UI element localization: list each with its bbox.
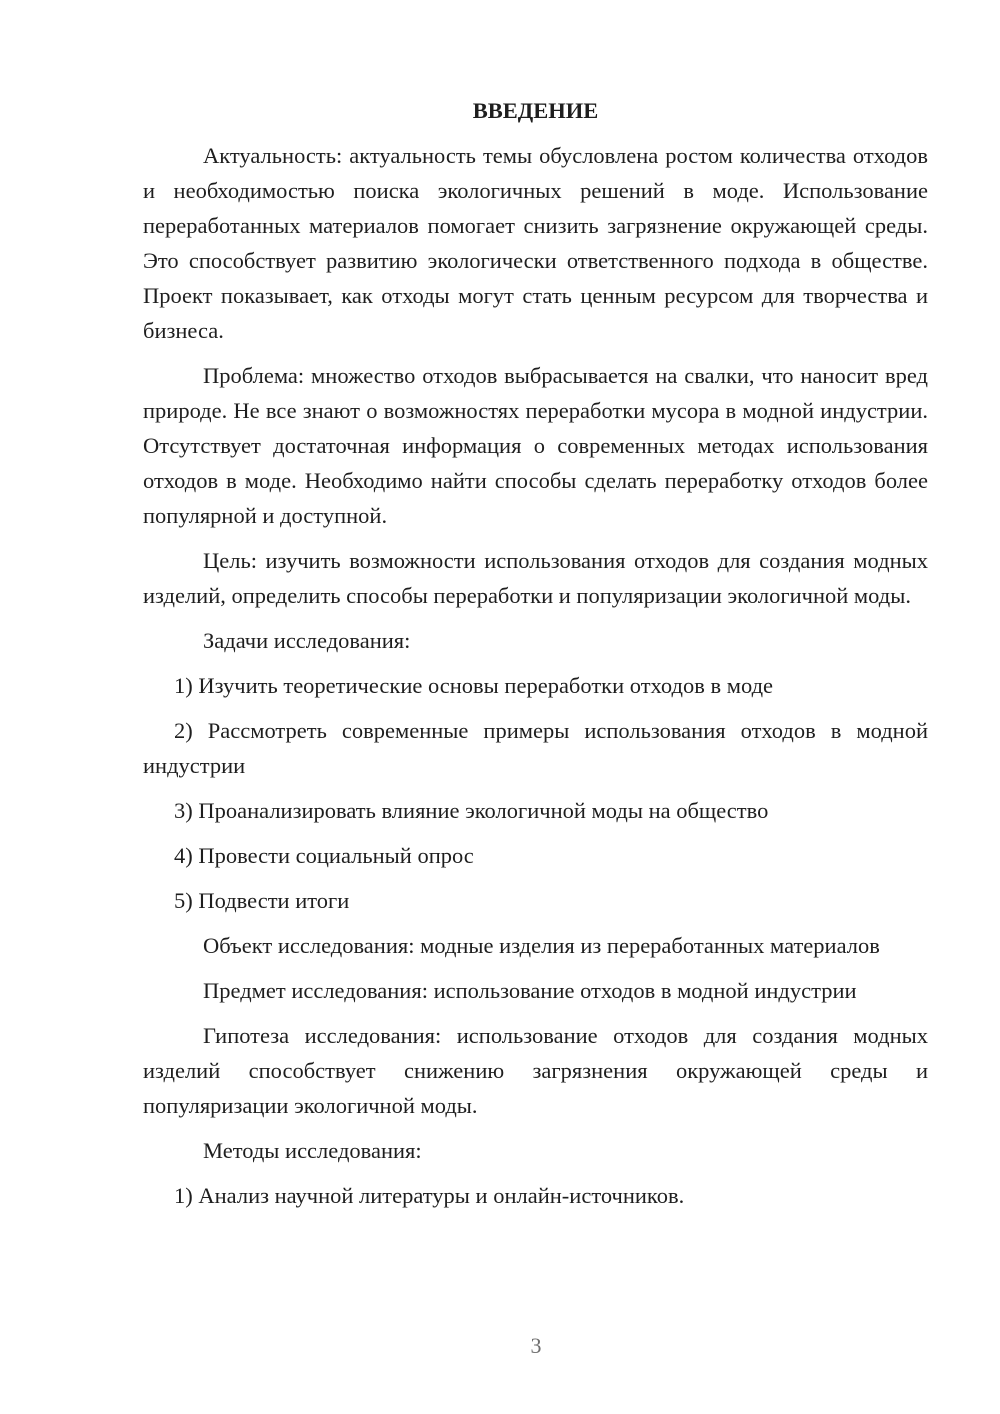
section-title: ВВЕДЕНИЕ (472, 98, 599, 123)
task-item-1: 1) Изучить теоретические основы переработки отходов в моде (174, 673, 774, 698)
task-item-3: 3) Проанализировать влияние экологичной моды на общество (174, 798, 769, 823)
task-item-5: 5) Подвести итоги (174, 888, 350, 913)
page-content (143, 93, 928, 1223)
page-number: 3 (530, 1333, 542, 1358)
research-hypothesis: Гипотеза исследования: использование отходов для создания модных изделий способствует снижению загрязнения окружающей среды и популяризации экологичной моды. (143, 1023, 928, 1118)
goal-paragraph: Цель: изучить возможности использования отходов для создания модных изделий, определить способы переработки и популяризации экологичной моды. (143, 548, 928, 608)
task-item-2: 2) Рассмотреть современные примеры использования отходов в модной индустрии (143, 718, 928, 778)
research-object: Объект исследования: модные изделия из переработанных материалов (203, 933, 880, 958)
method-item-1: 1) Анализ научной литературы и онлайн-источников. (174, 1183, 685, 1208)
task-item-4: 4) Провести социальный опрос (174, 843, 474, 868)
relevance-paragraph: Актуальность: актуальность темы обусловлена ростом количества отходов и необходимостью поиска экологичных решений в моде. Использование переработанных материалов помогает снизить загрязнение окружающей среды. Это способствует развитию экологически ответственного подхода в обществе. Проект показывает, как отходы могут стать ценным ресурсом для творчества и бизнеса. (143, 143, 928, 343)
problem-paragraph: Проблема: множество отходов выбрасывается на свалки, что наносит вред природе. Не все знают о возможностях переработки мусора в модной индустрии. Отсутствует достаточная информация о современных методах использования отходов в моде. Необходимо найти способы сделать переработку отходов более популярной и доступной. (143, 363, 928, 528)
research-subject: Предмет исследования: использование отходов в модной индустрии (203, 978, 857, 1003)
tasks-heading: Задачи исследования: (203, 628, 411, 653)
methods-heading: Методы исследования: (203, 1138, 422, 1163)
